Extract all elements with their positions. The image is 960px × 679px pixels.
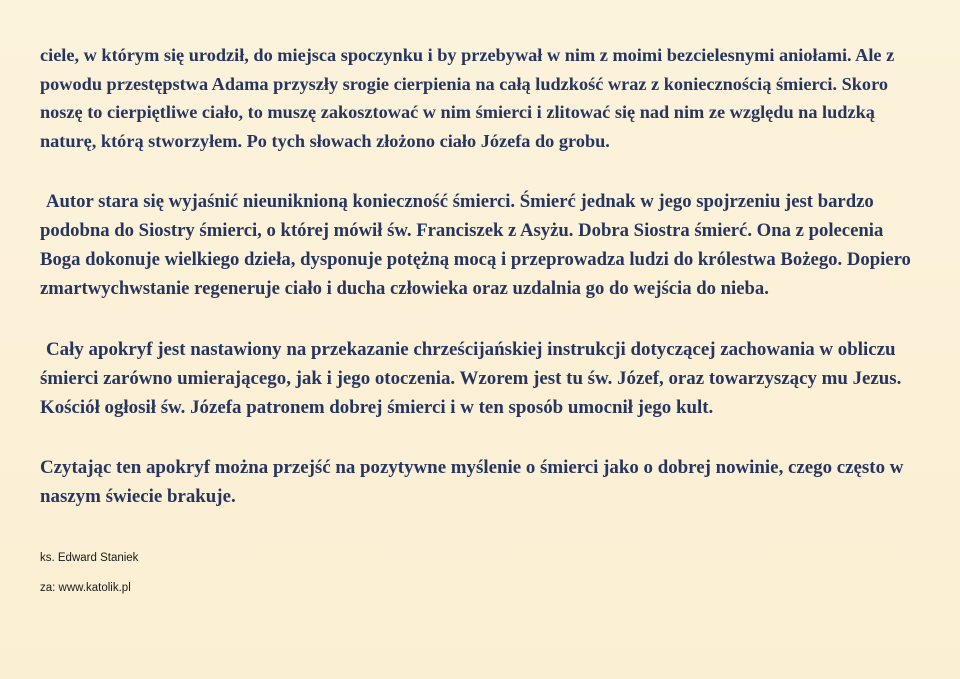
paragraph-1: ciele, w którym się urodził, do miejsca spoczynku i by przebywał w nim z moimi bezcielesnymi aniołami. Ale z powodu przestępstwa Adama przyszły srogie cierpienia na całą ludzkość wraz z koniecznością śmierci. Skoro noszę to cierpiętliwe ciało, to muszę zakosztować w nim śmierci i zlitować się nad nim ze względu na ludzką naturę, którą stworzyłem. Po tych słowach złożono ciało Józefa do grobu. — [40, 45, 895, 151]
paragraph-4: Czytając ten apokryf można przejść na pozytywne myślenie o śmierci jako o dobrej nowinie, czego często w naszym świecie brakuje. — [40, 457, 904, 507]
author-signature: ks. Edward Staniek — [40, 552, 139, 564]
paragraph-2-text: Autor stara się wyjaśnić nieuniknioną konieczność śmierci. Śmierć jednak w jego spojrzeniu jest bardzo podobna do Siostry śmierci, o której mówił św. Franciszek z Asyżu. Dobra Siostra śmierć. Ona z polecenia Boga dokonuje wielkiego dzieła, dysponuje potężną mocą i przeprowadza ludzi do królestwa Bożego. Dopiero zmartwychwstanie regeneruje ciało i ducha człowieka oraz uzdalnia go do wejścia do nieba. — [40, 191, 911, 299]
paragraph-3 — [40, 335, 920, 422]
paragraph-2 — [40, 187, 920, 303]
paragraph-3-text: Cały apokryf jest nastawiony na przekazanie chrześcijańskiej instrukcji dotyczącej zachowania w obliczu śmierci zarówno umierającego, jak i jego otoczenia. Wzorem jest tu św. Józef, oraz towarzyszący mu Jezus. Kościół ogłosił św. Józefa patronem dobrej śmierci i w ten sposób umocnił jego kult. — [40, 339, 902, 418]
source-note: za: www.katolik.pl — [40, 582, 131, 594]
